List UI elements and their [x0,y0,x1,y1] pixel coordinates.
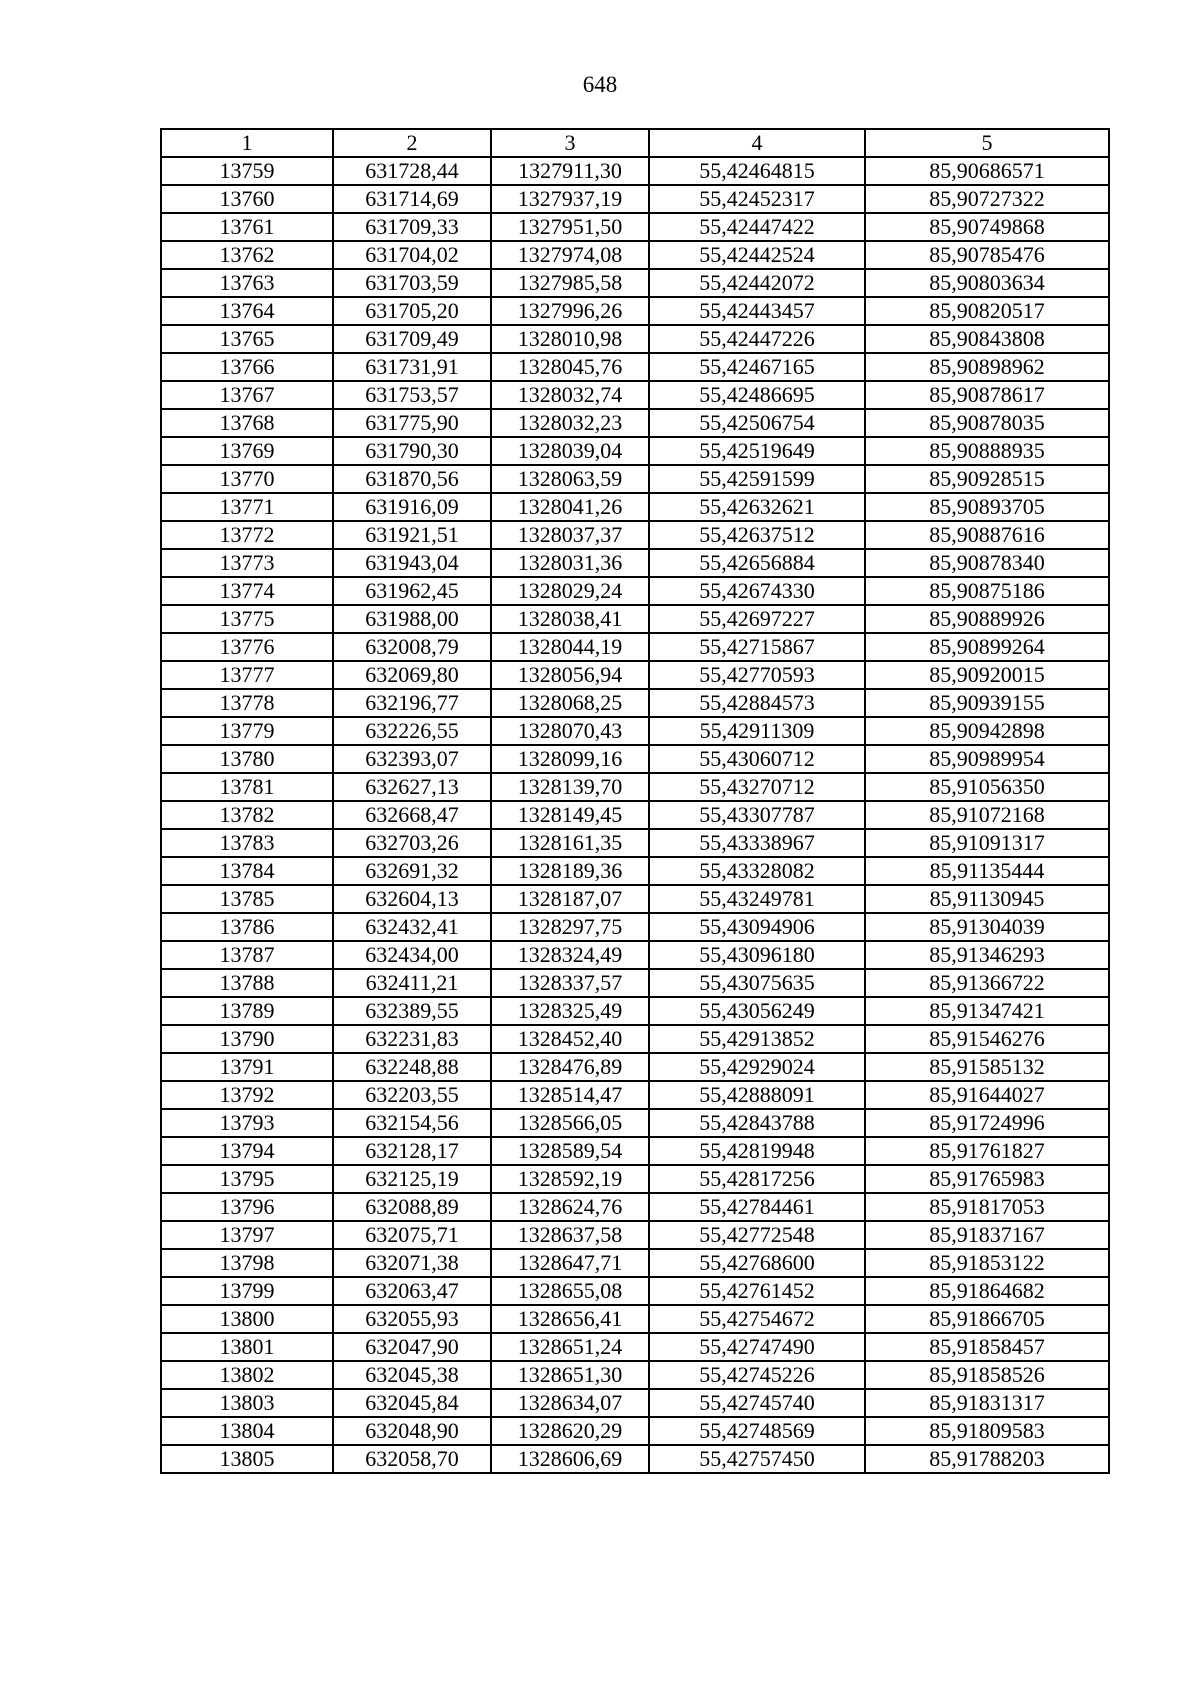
table-cell: 85,91837167 [865,1221,1109,1249]
table-cell: 55,42748569 [649,1417,865,1445]
table-cell: 55,43056249 [649,997,865,1025]
table-cell: 55,42819948 [649,1137,865,1165]
table-row [161,465,1109,493]
table-cell: 13784 [161,857,333,885]
table-row [161,1081,1109,1109]
table-cell: 55,43338967 [649,829,865,857]
table-cell: 55,42745740 [649,1389,865,1417]
table-cell: 55,42442524 [649,241,865,269]
table-cell: 85,90939155 [865,689,1109,717]
table-cell: 632203,55 [333,1081,491,1109]
table-cell: 1328032,74 [491,381,649,409]
table-cell: 631704,02 [333,241,491,269]
table-cell: 85,90785476 [865,241,1109,269]
table-cell: 632196,77 [333,689,491,717]
table-cell: 1328637,58 [491,1221,649,1249]
table-cell: 632226,55 [333,717,491,745]
table-cell: 13790 [161,1025,333,1053]
table-cell: 55,42745226 [649,1361,865,1389]
table-cell: 55,42443457 [649,297,865,325]
table-row [161,213,1109,241]
table-cell: 85,91130945 [865,885,1109,913]
table-cell: 632055,93 [333,1305,491,1333]
table-cell: 55,43096180 [649,941,865,969]
table-cell: 13774 [161,577,333,605]
table-cell: 13783 [161,829,333,857]
header-cell: 4 [649,129,865,157]
table-row [161,997,1109,1025]
table-cell: 631728,44 [333,157,491,185]
table-cell: 632088,89 [333,1193,491,1221]
table-cell: 55,42884573 [649,689,865,717]
table-cell: 55,43328082 [649,857,865,885]
table-row [161,661,1109,689]
table-row [161,381,1109,409]
table-row [161,941,1109,969]
table-cell: 55,42656884 [649,549,865,577]
table-cell: 1328099,16 [491,745,649,773]
table-cell: 631916,09 [333,493,491,521]
table-cell: 55,42452317 [649,185,865,213]
table-cell: 13764 [161,297,333,325]
table-row [161,1305,1109,1333]
table-cell: 632248,88 [333,1053,491,1081]
table-row [161,857,1109,885]
table-cell: 55,42464815 [649,157,865,185]
table-cell: 13805 [161,1445,333,1473]
table-cell: 85,91366722 [865,969,1109,997]
table-cell: 632125,19 [333,1165,491,1193]
table-cell: 1328655,08 [491,1277,649,1305]
table-cell: 85,90928515 [865,465,1109,493]
table-cell: 632703,26 [333,829,491,857]
table-cell: 632434,00 [333,941,491,969]
table-row [161,437,1109,465]
table-cell: 1327911,30 [491,157,649,185]
table-cell: 85,90889926 [865,605,1109,633]
table-cell: 55,42506754 [649,409,865,437]
table-cell: 13787 [161,941,333,969]
table-cell: 85,90878035 [865,409,1109,437]
table-cell: 1328651,30 [491,1361,649,1389]
table-cell: 55,42768600 [649,1249,865,1277]
table-cell: 85,91765983 [865,1165,1109,1193]
table-cell: 85,91346293 [865,941,1109,969]
table-cell: 85,90803634 [865,269,1109,297]
table-cell: 13777 [161,661,333,689]
table-cell: 13767 [161,381,333,409]
table-row [161,913,1109,941]
table-cell: 632047,90 [333,1333,491,1361]
table-cell: 1328620,29 [491,1417,649,1445]
table-row [161,745,1109,773]
table-cell: 55,43270712 [649,773,865,801]
table-cell: 1328624,76 [491,1193,649,1221]
table-cell: 13759 [161,157,333,185]
table-row [161,493,1109,521]
table-cell: 55,42843788 [649,1109,865,1137]
table-cell: 1328297,75 [491,913,649,941]
table-cell: 13780 [161,745,333,773]
table-cell: 632063,47 [333,1277,491,1305]
table-row [161,1361,1109,1389]
table-cell: 13789 [161,997,333,1025]
table-cell: 13794 [161,1137,333,1165]
table-cell: 632389,55 [333,997,491,1025]
table-cell: 85,90878617 [865,381,1109,409]
table-cell: 1328038,41 [491,605,649,633]
table-cell: 1327985,58 [491,269,649,297]
table-cell: 85,90942898 [865,717,1109,745]
table-cell: 85,91304039 [865,913,1109,941]
table-cell: 13781 [161,773,333,801]
table-cell: 55,43249781 [649,885,865,913]
table-cell: 632231,83 [333,1025,491,1053]
table-cell: 85,90893705 [865,493,1109,521]
table-cell: 85,91056350 [865,773,1109,801]
table-cell: 1328566,05 [491,1109,649,1137]
table-row [161,1333,1109,1361]
table-cell: 55,43060712 [649,745,865,773]
table-cell: 1328068,25 [491,689,649,717]
table-cell: 55,42447422 [649,213,865,241]
table-cell: 85,90820517 [865,297,1109,325]
table-cell: 85,91864682 [865,1277,1109,1305]
table-row [161,577,1109,605]
table-cell: 13798 [161,1249,333,1277]
table-cell: 85,90888935 [865,437,1109,465]
table-cell: 13776 [161,633,333,661]
table-cell: 55,42591599 [649,465,865,493]
table-cell: 632045,84 [333,1389,491,1417]
table-cell: 85,91347421 [865,997,1109,1025]
table-row [161,353,1109,381]
table-cell: 85,90727322 [865,185,1109,213]
table-cell: 85,90843808 [865,325,1109,353]
header-cell: 1 [161,129,333,157]
table-row [161,1165,1109,1193]
table-cell: 13799 [161,1277,333,1305]
table-cell: 13761 [161,213,333,241]
table-cell: 631921,51 [333,521,491,549]
table-cell: 1328589,54 [491,1137,649,1165]
table-cell: 13782 [161,801,333,829]
table-row [161,1221,1109,1249]
table-cell: 13775 [161,605,333,633]
table-cell: 13801 [161,1333,333,1361]
table-cell: 632154,56 [333,1109,491,1137]
table-cell: 55,42817256 [649,1165,865,1193]
table-cell: 631709,33 [333,213,491,241]
table-cell: 632627,13 [333,773,491,801]
table-cell: 13772 [161,521,333,549]
table-cell: 1328031,36 [491,549,649,577]
table-cell: 632048,90 [333,1417,491,1445]
table-cell: 632075,71 [333,1221,491,1249]
table-cell: 632691,32 [333,857,491,885]
table-cell: 1328056,94 [491,661,649,689]
table-row [161,185,1109,213]
table-cell: 1328656,41 [491,1305,649,1333]
table-cell: 1328337,57 [491,969,649,997]
coordinates-table [160,128,1110,1474]
table-cell: 55,42770593 [649,661,865,689]
table-row [161,1193,1109,1221]
table-cell: 1328070,43 [491,717,649,745]
table-cell: 1328044,19 [491,633,649,661]
table-cell: 1328606,69 [491,1445,649,1473]
table-cell: 632411,21 [333,969,491,997]
table-cell: 1328476,89 [491,1053,649,1081]
table-cell: 632069,80 [333,661,491,689]
table-cell: 85,91585132 [865,1053,1109,1081]
table-cell: 85,90899264 [865,633,1109,661]
table-cell: 13800 [161,1305,333,1333]
table-row [161,1389,1109,1417]
table-cell: 55,42911309 [649,717,865,745]
table-cell: 85,91761827 [865,1137,1109,1165]
table-cell: 1328647,71 [491,1249,649,1277]
table-cell: 631705,20 [333,297,491,325]
table-cell: 13797 [161,1221,333,1249]
table-cell: 85,91858457 [865,1333,1109,1361]
table-cell: 13771 [161,493,333,521]
table-cell: 631731,91 [333,353,491,381]
table-cell: 85,91546276 [865,1025,1109,1053]
table-cell: 13802 [161,1361,333,1389]
table-cell: 631870,56 [333,465,491,493]
table-row [161,297,1109,325]
table-row [161,717,1109,745]
table-cell: 13773 [161,549,333,577]
table-cell: 1328161,35 [491,829,649,857]
table-cell: 632008,79 [333,633,491,661]
table-cell: 55,42747490 [649,1333,865,1361]
table-cell: 85,91858526 [865,1361,1109,1389]
table-cell: 1327951,50 [491,213,649,241]
table-cell: 632432,41 [333,913,491,941]
table-cell: 13763 [161,269,333,297]
table-cell: 1328452,40 [491,1025,649,1053]
header-row [161,129,1109,157]
table-cell: 55,43307787 [649,801,865,829]
table-cell: 55,42913852 [649,1025,865,1053]
table-cell: 1328010,98 [491,325,649,353]
table-cell: 55,42715867 [649,633,865,661]
table-cell: 85,90920015 [865,661,1109,689]
table-row [161,885,1109,913]
table-cell: 55,42486695 [649,381,865,409]
table-cell: 13796 [161,1193,333,1221]
table-row [161,1137,1109,1165]
table-row [161,549,1109,577]
table-cell: 55,42632621 [649,493,865,521]
table-cell: 13786 [161,913,333,941]
table-cell: 85,91072168 [865,801,1109,829]
table-cell: 85,90749868 [865,213,1109,241]
table-cell: 85,90898962 [865,353,1109,381]
table-cell: 55,42772548 [649,1221,865,1249]
table-cell: 55,42447226 [649,325,865,353]
table-cell: 55,42929024 [649,1053,865,1081]
table-row [161,633,1109,661]
table-cell: 1328045,76 [491,353,649,381]
table-cell: 85,91788203 [865,1445,1109,1473]
table-cell: 13788 [161,969,333,997]
table-cell: 13766 [161,353,333,381]
header-cell: 5 [865,129,1109,157]
table-cell: 85,91817053 [865,1193,1109,1221]
table-cell: 55,42442072 [649,269,865,297]
table-cell: 55,42467165 [649,353,865,381]
table-cell: 632045,38 [333,1361,491,1389]
table-cell: 13803 [161,1389,333,1417]
table-cell: 632058,70 [333,1445,491,1473]
table-cell: 85,90878340 [865,549,1109,577]
table-row [161,1053,1109,1081]
table-cell: 631988,00 [333,605,491,633]
table-cell: 85,90875186 [865,577,1109,605]
table-cell: 13778 [161,689,333,717]
table-cell: 13770 [161,465,333,493]
header-cell: 3 [491,129,649,157]
table-cell: 632604,13 [333,885,491,913]
table-cell: 1328651,24 [491,1333,649,1361]
table-cell: 85,91135444 [865,857,1109,885]
table-cell: 1327996,26 [491,297,649,325]
table-cell: 55,42674330 [649,577,865,605]
table-cell: 1328187,07 [491,885,649,913]
table-cell: 1328592,19 [491,1165,649,1193]
header-cell: 2 [333,129,491,157]
table-cell: 632393,07 [333,745,491,773]
table-cell: 631753,57 [333,381,491,409]
table-cell: 85,91644027 [865,1081,1109,1109]
table-cell: 1328032,23 [491,409,649,437]
table-cell: 1328037,37 [491,521,649,549]
table-cell: 13762 [161,241,333,269]
table-cell: 85,91853122 [865,1249,1109,1277]
table-cell: 85,91809583 [865,1417,1109,1445]
table-body [161,157,1109,1473]
table-cell: 631790,30 [333,437,491,465]
table-cell: 55,42519649 [649,437,865,465]
table-cell: 1328039,04 [491,437,649,465]
table-cell: 13760 [161,185,333,213]
table-row [161,409,1109,437]
table-cell: 55,42697227 [649,605,865,633]
table-cell: 1328029,24 [491,577,649,605]
page-number: 648 [582,72,618,97]
table-cell: 13779 [161,717,333,745]
table-cell: 85,91831317 [865,1389,1109,1417]
table-cell: 13795 [161,1165,333,1193]
table-cell: 55,43075635 [649,969,865,997]
table-row [161,1109,1109,1137]
table-cell: 1328063,59 [491,465,649,493]
table-cell: 85,91091317 [865,829,1109,857]
table-cell: 631775,90 [333,409,491,437]
table-cell: 55,42888091 [649,1081,865,1109]
table-row [161,969,1109,997]
table-cell: 632128,17 [333,1137,491,1165]
table-cell: 85,91866705 [865,1305,1109,1333]
table-cell: 631703,59 [333,269,491,297]
table-cell: 55,42784461 [649,1193,865,1221]
table-row [161,325,1109,353]
table-row [161,241,1109,269]
table-cell: 13793 [161,1109,333,1137]
table-cell: 1328634,07 [491,1389,649,1417]
table-cell: 1328325,49 [491,997,649,1025]
table-row [161,1445,1109,1473]
table-cell: 13785 [161,885,333,913]
table-cell: 631714,69 [333,185,491,213]
table-cell: 55,42637512 [649,521,865,549]
table-cell: 85,91724996 [865,1109,1109,1137]
table-cell: 85,90989954 [865,745,1109,773]
table-row [161,157,1109,185]
table-cell: 1327974,08 [491,241,649,269]
table-row [161,605,1109,633]
table-cell: 13769 [161,437,333,465]
table-row [161,773,1109,801]
table-cell: 1328189,36 [491,857,649,885]
table-cell: 1327937,19 [491,185,649,213]
table-row [161,1249,1109,1277]
table-cell: 1328041,26 [491,493,649,521]
table-row [161,689,1109,717]
table-row [161,1277,1109,1305]
table-cell: 1328149,45 [491,801,649,829]
table-cell: 13792 [161,1081,333,1109]
table-row [161,521,1109,549]
table-cell: 631709,49 [333,325,491,353]
table-cell: 13804 [161,1417,333,1445]
table-cell: 55,43094906 [649,913,865,941]
table-row [161,1025,1109,1053]
table-cell: 85,90686571 [865,157,1109,185]
table-cell: 85,90887616 [865,521,1109,549]
table-cell: 631962,45 [333,577,491,605]
table-cell: 13765 [161,325,333,353]
table-row [161,269,1109,297]
table-cell: 55,42761452 [649,1277,865,1305]
table-row [161,801,1109,829]
table-row [161,829,1109,857]
table-cell: 1328514,47 [491,1081,649,1109]
table-cell: 1328139,70 [491,773,649,801]
table-cell: 632071,38 [333,1249,491,1277]
table-cell: 632668,47 [333,801,491,829]
table-cell: 55,42754672 [649,1305,865,1333]
table-cell: 1328324,49 [491,941,649,969]
table-cell: 13768 [161,409,333,437]
table-cell: 13791 [161,1053,333,1081]
table-header [161,129,1109,157]
table-row [161,1417,1109,1445]
table-cell: 631943,04 [333,549,491,577]
table-cell: 55,42757450 [649,1445,865,1473]
